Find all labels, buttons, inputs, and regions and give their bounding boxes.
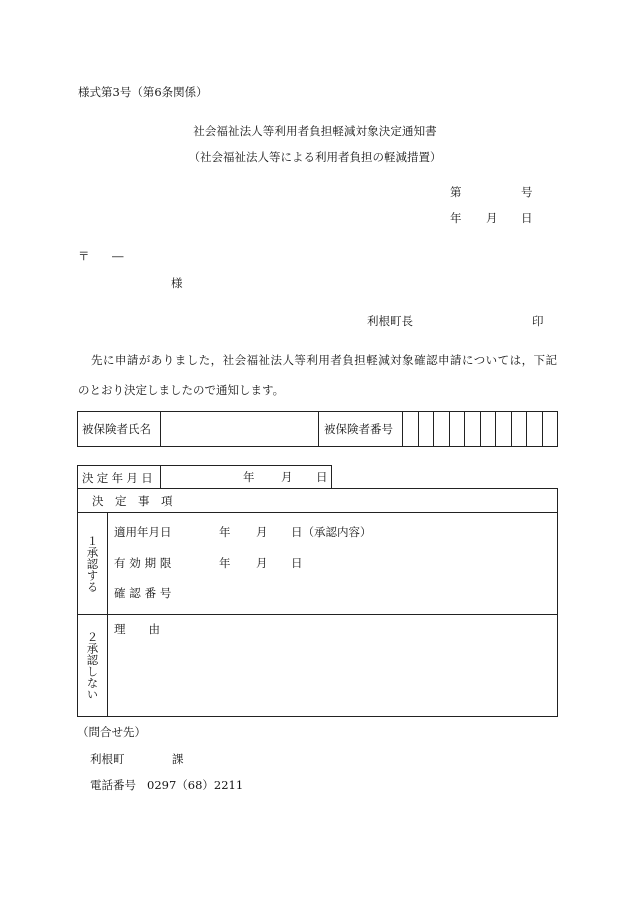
- insured-number-digit-box: [433, 412, 449, 446]
- decision-items-header: 決 定 事 項: [78, 489, 557, 513]
- confirmation-number-label: 確認番号: [114, 586, 176, 600]
- effective-date-month: 月: [256, 525, 268, 539]
- reason-label: 理 由: [114, 622, 160, 636]
- document-subtitle: （社会福祉法人等による利用者負担の軽減措置）: [188, 150, 442, 164]
- contact-section: 課: [172, 752, 184, 766]
- approve-section: [78, 513, 557, 615]
- insured-number-digit-box: [464, 412, 480, 446]
- postal-code-dash: ―: [112, 249, 124, 263]
- decision-date-year: 年: [243, 470, 255, 484]
- document-number-prefix: 第: [450, 185, 462, 199]
- phone-label: 電話番号: [90, 778, 136, 792]
- reject-section: [78, 615, 557, 716]
- insured-number-digit-box: [418, 412, 434, 446]
- issue-date-year: 年: [450, 211, 462, 225]
- recipient-honorific: 様: [171, 276, 183, 290]
- decision-items-table: [77, 488, 558, 717]
- insured-number-digit-box: [402, 412, 418, 446]
- reject-side-cell: [78, 615, 108, 716]
- insured-name-label: 被保険者氏名: [82, 422, 151, 436]
- decision-date-month: 月: [281, 470, 293, 484]
- insured-info-table: [77, 411, 558, 447]
- insured-number-label: 被保険者番号: [318, 412, 402, 446]
- effective-date-day: 日（承認内容）: [291, 525, 372, 539]
- decision-date-box: [77, 465, 332, 489]
- approve-label: １承認する: [85, 534, 100, 593]
- expiry-date-month: 月: [256, 556, 268, 570]
- document-number-suffix: 号: [521, 185, 533, 199]
- body-text-line-2: のとおり決定しましたので通知します。: [78, 383, 285, 397]
- effective-date-label: 適用年月日: [114, 525, 172, 539]
- expiry-label: 有効期限: [114, 556, 176, 570]
- contact-town: 利根町: [90, 752, 125, 766]
- phone-number: 0297（68）2211: [147, 778, 244, 792]
- issue-date-month: 月: [486, 211, 498, 225]
- expiry-date-year: 年: [219, 556, 231, 570]
- issuer-name: 利根町長: [367, 314, 413, 328]
- insured-number-digit-box: [542, 412, 558, 446]
- approve-content: [108, 513, 557, 614]
- form-number: 様式第3号（第6条関係）: [78, 85, 208, 99]
- postal-mark: 〒: [78, 249, 90, 263]
- decision-date-label: 決定年月日: [78, 466, 161, 489]
- reject-content: [108, 615, 557, 716]
- insured-number-digit-box: [511, 412, 527, 446]
- insured-name-field: [160, 412, 318, 446]
- reject-label: ２承認しない: [85, 631, 100, 700]
- document-title: 社会福祉法人等利用者負担軽減対象決定通知書: [193, 124, 437, 138]
- decision-date-day: 日: [316, 470, 328, 484]
- insured-number-digit-box: [526, 412, 542, 446]
- insured-number-digit-box: [495, 412, 511, 446]
- approve-side-cell: [78, 513, 108, 614]
- insured-number-digit-box: [449, 412, 465, 446]
- contact-heading: （問合せ先）: [77, 725, 146, 739]
- issue-date-day: 日: [521, 211, 533, 225]
- insured-number-digit-box: [480, 412, 496, 446]
- decision-date-field: [161, 466, 331, 489]
- effective-date-year: 年: [219, 525, 231, 539]
- body-text-line-1: 先に申請がありました，社会福祉法人等利用者負担軽減対象確認申請については，下記: [91, 353, 557, 367]
- issuer-seal: 印: [532, 314, 544, 328]
- expiry-date-day: 日: [291, 556, 303, 570]
